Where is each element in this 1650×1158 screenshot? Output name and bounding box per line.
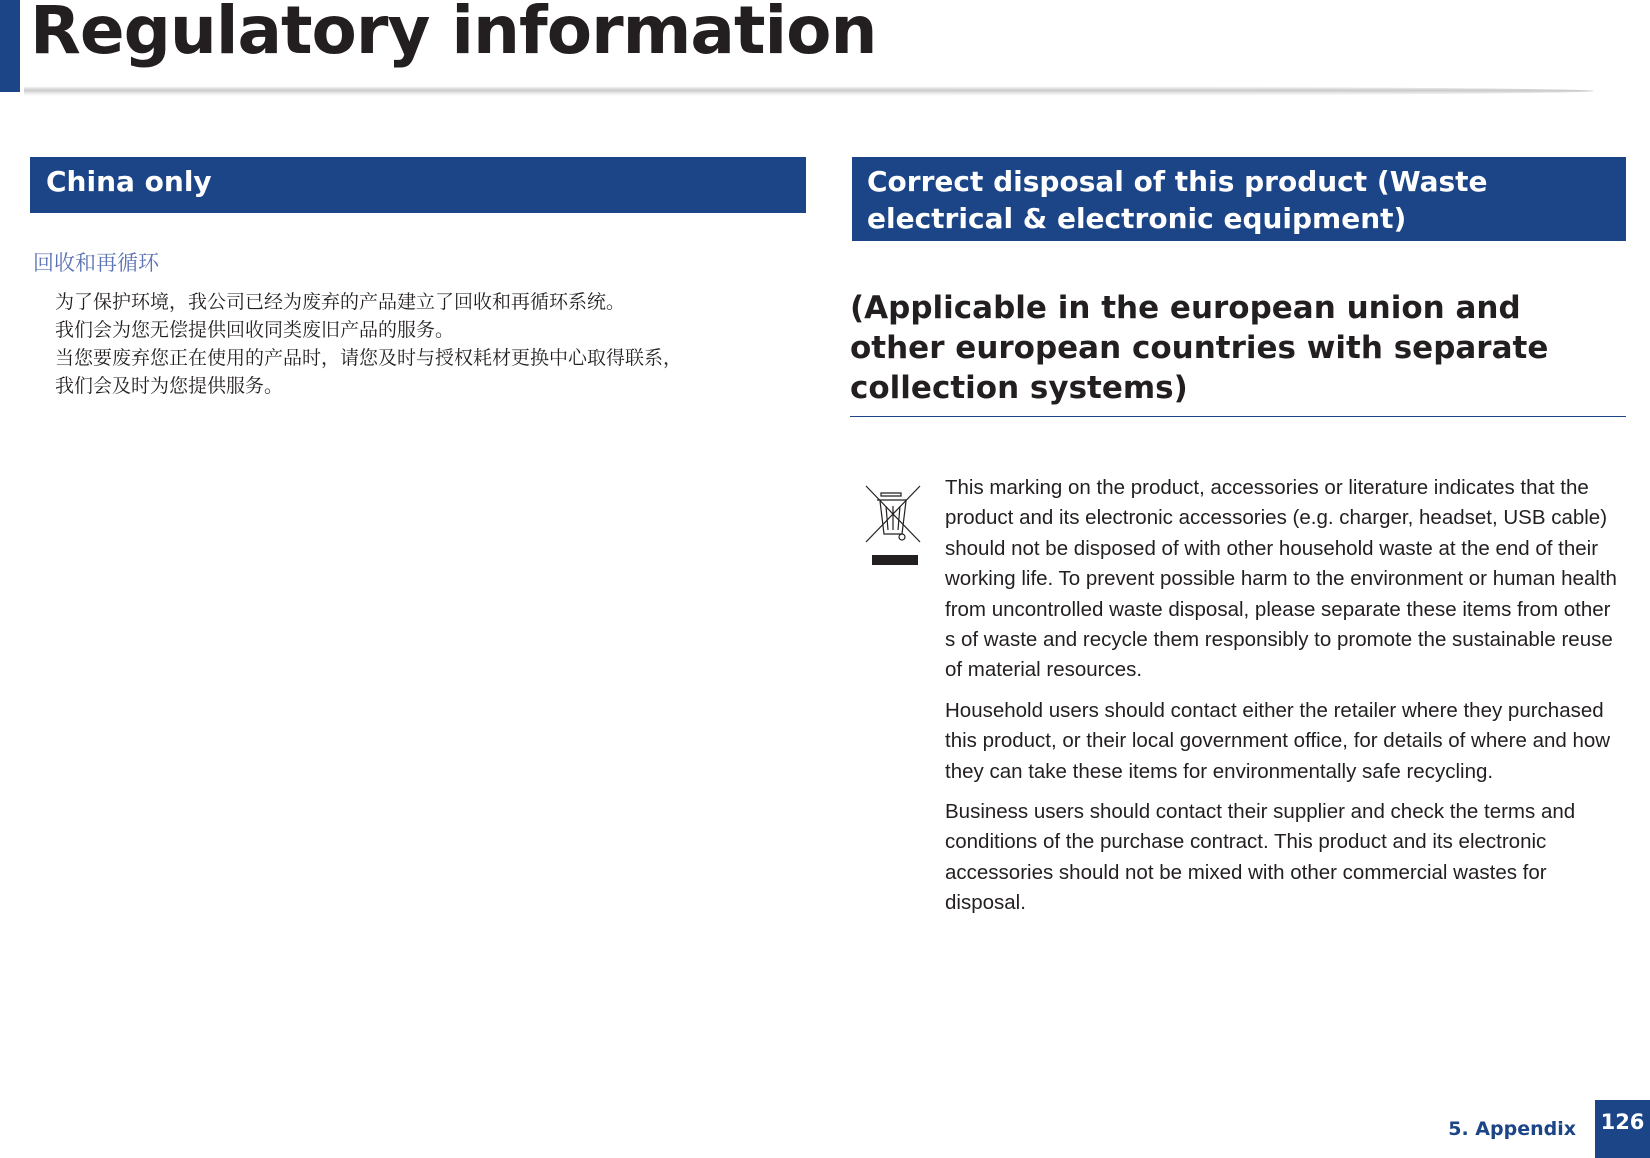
china-text-line: 为了保护环境，我公司已经为废弃的产品建立了回收和再循环系统。 — [55, 291, 626, 313]
china-text-line: 当您要废弃您正在使用的产品时，请您及时与授权耗材更换中心取得联系， — [55, 347, 683, 369]
disposal-paragraph: Household users should contact either the retailer where they purchased this product, or their local government office, for details of where and how they can take these items for environmentally safe recycling. — [945, 698, 1611, 783]
china-only-section-bar — [30, 157, 806, 213]
subheading-divider — [850, 416, 1626, 417]
title-divider — [24, 86, 1594, 96]
disposal-paragraph: Business users should contact their supplier and check the terms and conditions of the purchase contract. This product and its electronic accessories should not be mixed with other commercial wastes for disposal. — [945, 800, 1576, 915]
page-number-box — [1595, 1100, 1650, 1158]
recycling-heading: 回收和再循环 — [33, 251, 159, 275]
weee-crossed-bin-icon — [864, 484, 922, 566]
disposal-section-label: Correct disposal of this product (Waste electrical & electronic equipment) — [867, 165, 1488, 235]
disposal-body-text — [945, 473, 1625, 929]
china-recycling-text — [55, 288, 795, 400]
disposal-section-bar — [852, 157, 1626, 241]
applicability-subheading: (Applicable in the european union and other european countries with separate collection systems) — [850, 290, 1549, 406]
china-only-label: China only — [46, 165, 212, 198]
china-text-line: 我们会及时为您提供服务。 — [55, 375, 284, 397]
page-title: Regulatory information — [30, 0, 877, 69]
china-text-line: 我们会为您无偿提供回收同类废旧产品的服务。 — [55, 319, 455, 341]
title-accent-bar — [0, 0, 20, 92]
disposal-paragraph: This marking on the product, accessories or literature indicates that the product and its electronic accessories (e.g. charger, headset, USB cable) should not be disposed of with other household waste at the end of their working life. To prevent possible harm to the environment or human health from uncontrolled waste disposal, please separate these items from other s of waste and recycle them responsibly to promote the sustainable reuse of material resources. — [945, 476, 1617, 682]
footer-section-label: 5. Appendix — [1448, 1118, 1576, 1140]
page-number: 126 — [1600, 1110, 1645, 1134]
